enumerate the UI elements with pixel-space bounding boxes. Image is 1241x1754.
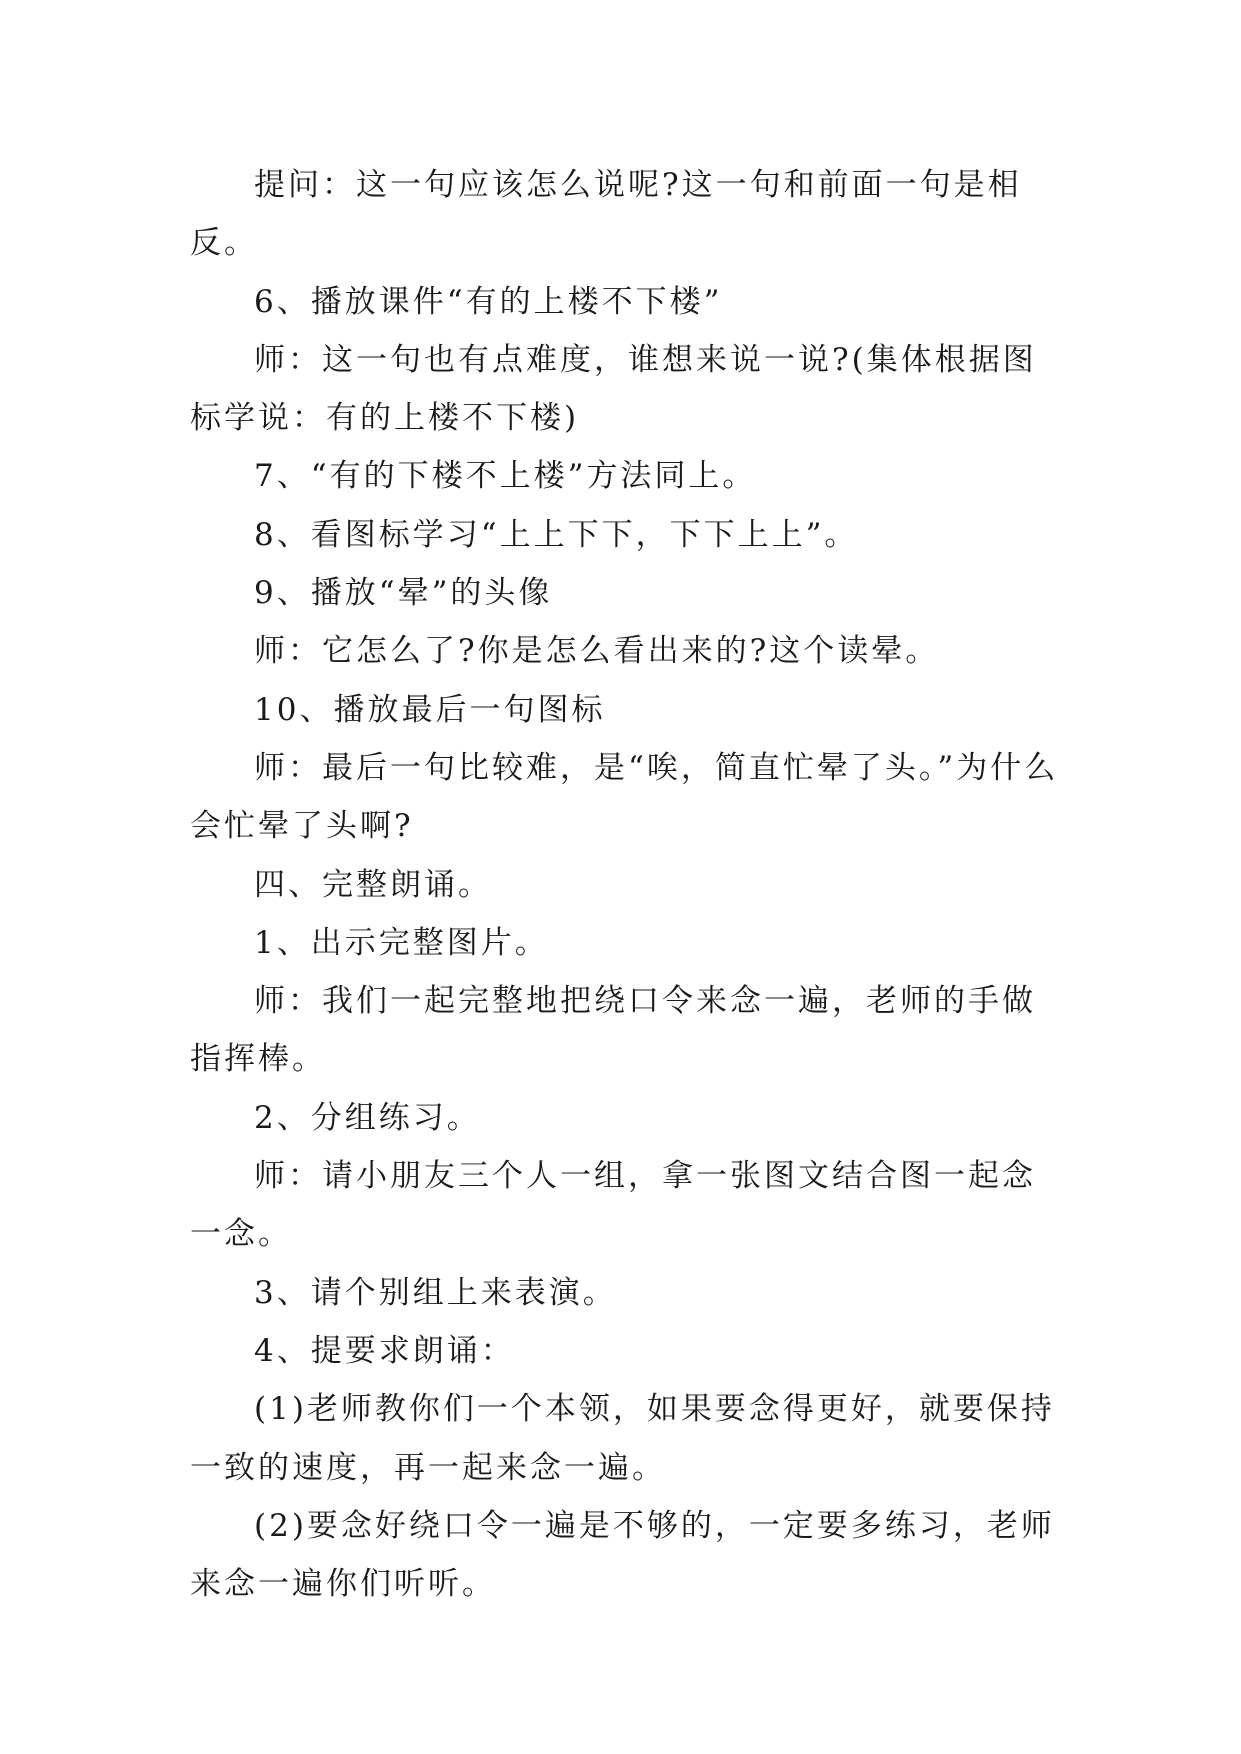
paragraph-step-8: 8、看图标学习“上上下下，下下上上”。 xyxy=(254,516,859,553)
paragraph-teacher-line: 师：我们一起完整地把绕口令来念一遍，老师的手做指挥棒。 xyxy=(190,983,1036,1078)
paragraph-step-3: 3、请个别组上来表演。 xyxy=(254,1274,617,1311)
paragraph-teacher-line: 师：这一句也有点难度，谁想来说一说?(集体根据图标学说：有的上楼不下楼) xyxy=(190,341,1037,437)
paragraph-teacher-line: 师：它怎么了?你是怎么看出来的?这个读晕。 xyxy=(254,633,940,670)
paragraph-question: 提问：这一句应该怎么说呢?这一句和前面一句是相反。 xyxy=(190,167,1022,262)
paragraph-step-10: 10、播放最后一句图标 xyxy=(254,691,606,728)
paragraph-step-4: 4、提要求朗诵： xyxy=(254,1332,515,1369)
paragraph-requirement-2: (2)要念好绕口令一遍是不够的，一定要多练习，老师来念一遍你们听听。 xyxy=(190,1507,1055,1603)
document-body xyxy=(190,156,1060,1613)
paragraph-step-7: 7、“有的下楼不上楼”方法同上。 xyxy=(254,458,757,495)
paragraph-step-2: 2、分组练习。 xyxy=(254,1099,481,1136)
paragraph-step-6: 6、播放课件“有的上楼不下楼” xyxy=(254,283,723,320)
paragraph-requirement-1: (1)老师教你们一个本领，如果要念得更好，就要保持一致的速度，再一起来念一遍。 xyxy=(190,1391,1055,1486)
section-heading: 四、完整朗诵。 xyxy=(254,866,492,903)
paragraph-teacher-line: 师：请小朋友三个人一组，拿一张图文结合图一起念一念。 xyxy=(190,1158,1036,1253)
paragraph-step-1: 1、出示完整图片。 xyxy=(254,924,549,961)
paragraph-step-9: 9、播放“晕”的头像 xyxy=(254,575,553,612)
paragraph-teacher-line: 师：最后一句比较难，是“唉，简直忙晕了头。”为什么会忙晕了头啊? xyxy=(190,749,1059,845)
